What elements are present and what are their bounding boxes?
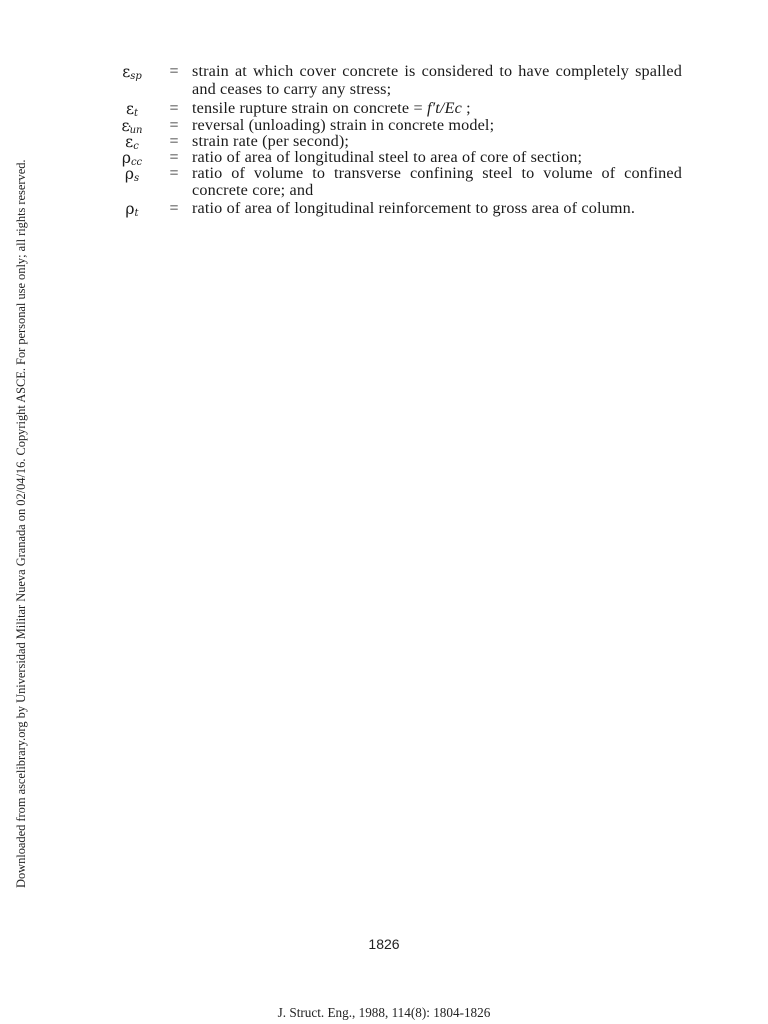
definition-rho-s: ratio of volume to transverse confining steel to volume of confined concrete core; and bbox=[192, 164, 682, 199]
definition-rho-cc: ratio of area of longitudinal steel to area of core of section; bbox=[192, 148, 583, 166]
nomenclature-list bbox=[108, 63, 682, 235]
symbol-eps-dot-c: ˙ $\varepsilon_c$ bbox=[108, 133, 156, 151]
equals-sign: = bbox=[169, 149, 179, 166]
equals-sign: = bbox=[169, 133, 179, 150]
symbol-rho-cc: $\rho_{cc}$ bbox=[121, 149, 143, 168]
nomenclature-entry-rho-cc bbox=[108, 148, 682, 168]
symbol-rho-s: $\rho_s$ bbox=[124, 165, 140, 184]
nomenclature-entry-eps-sp bbox=[108, 63, 682, 100]
equals-sign: = bbox=[169, 200, 179, 217]
nomenclature-entry-rho-s bbox=[108, 165, 682, 200]
definition-rho-t: ratio of area of longitudinal reinforcement to gross area of column. bbox=[192, 199, 636, 217]
definition-eps-dot-c: strain rate (per second); bbox=[192, 132, 350, 150]
nomenclature-entry-eps-t bbox=[108, 100, 682, 117]
symbol-eps-un: $\varepsilon_{un}$ bbox=[121, 117, 143, 136]
symbol-eps-t: $\varepsilon_t$ bbox=[125, 100, 139, 119]
equals-sign: = bbox=[169, 100, 179, 117]
equals-sign: = bbox=[169, 63, 179, 80]
equals-sign: = bbox=[169, 117, 179, 134]
definition-eps-sp: strain at which cover concrete is considered to have completely spalled and ceases to carry any stress; bbox=[192, 62, 682, 98]
symbol-eps-sp: $\varepsilon_{sp}$ bbox=[122, 63, 142, 82]
formula-ft-over-ec: f′t/Ec bbox=[426, 99, 462, 117]
equals-sign: = bbox=[169, 165, 179, 182]
nomenclature-entry-eps-dot-c bbox=[108, 132, 682, 152]
definition-eps-un: reversal (unloading) strain in concrete model; bbox=[192, 116, 495, 134]
journal-citation: J. Struct. Eng., 1988, 114(8): 1804-1826 bbox=[277, 1005, 491, 1020]
definition-eps-t: tensile rupture strain on concrete = f′t/Ec ; bbox=[192, 99, 471, 117]
nomenclature-entry-eps-un bbox=[108, 116, 682, 136]
download-notice: Downloaded from ascelibrary.org by Universidad Militar Nueva Granada on 02/04/16. Copyright ASCE. For personal use only; all rights reserved. bbox=[14, 159, 28, 888]
nomenclature-entry-rho-t bbox=[108, 200, 682, 235]
symbol-rho-t: $\rho_t$ bbox=[125, 200, 139, 219]
page-number: 1826 bbox=[368, 936, 400, 952]
